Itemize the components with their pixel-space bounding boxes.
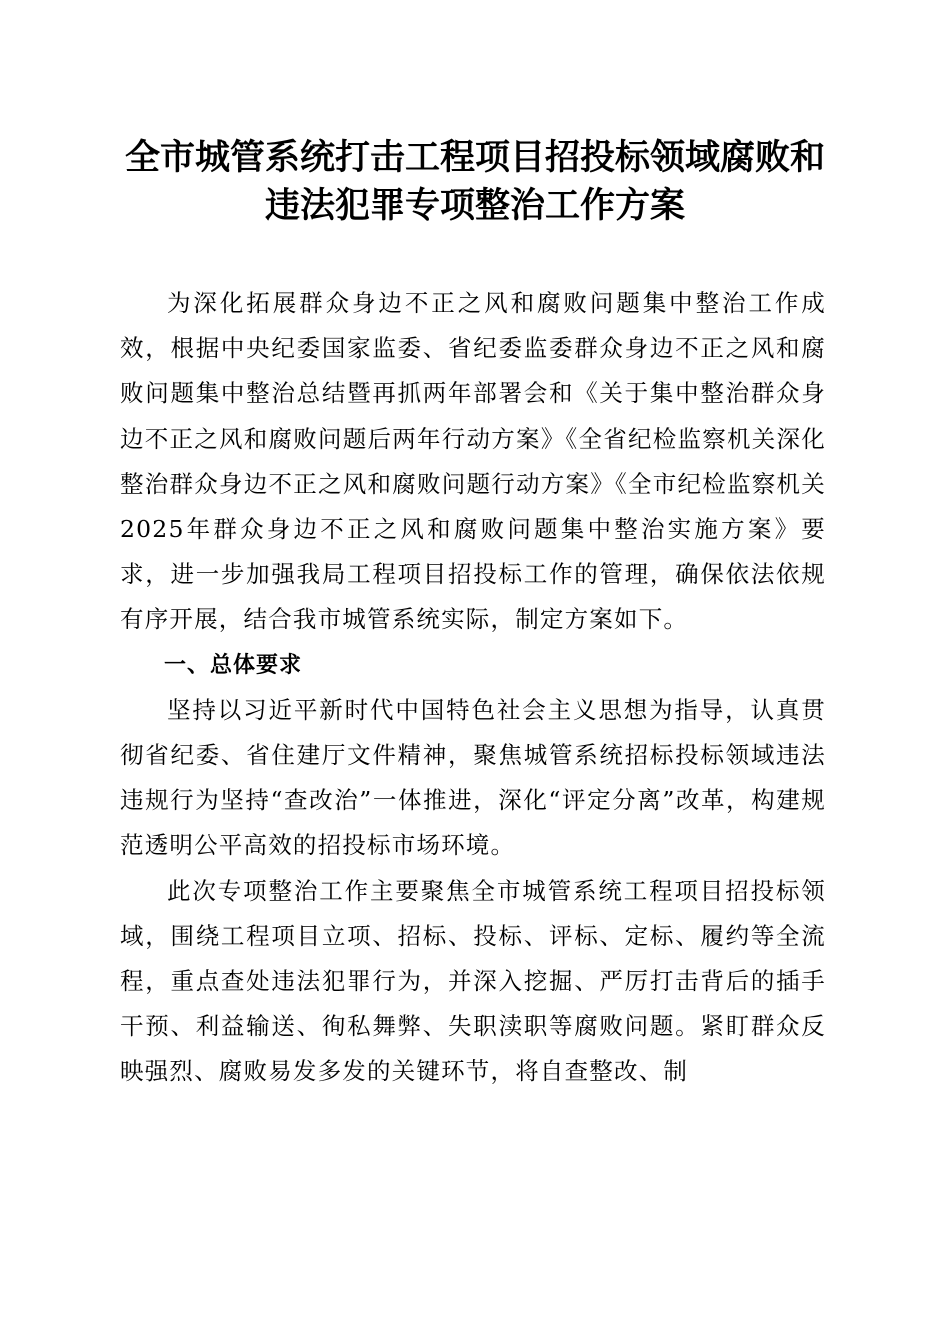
scope-paragraph: 此次专项整治工作主要聚焦全市城管系统工程项目招投标领域，围绕工程项目立项、招标、投标、评标、定标、履约等全流程，重点查处违法犯罪行为，并深入挖掘、严厉打击背后的插手干预、利益输送、徇私舞弊、失职渎职等腐败问题。紧盯群众反映强烈、腐败易发多发的关键环节，将自查整改、制 xyxy=(120,876,826,1086)
section-heading-overall-requirements: 一、总体要求 xyxy=(164,652,303,678)
document-title xyxy=(100,134,850,230)
title-line-2: 违法犯罪专项整治工作方案 xyxy=(264,185,685,226)
intro-paragraph: 为深化拓展群众身边不正之风和腐败问题集中整治工作成效，根据中央纪委国家监委、省纪委监委群众身边不正之风和腐败问题集中整治总结暨再抓两年部署会和《关于集中整治群众身边不正之风和腐败问题后两年行动方案》《全省纪检监察机关深化整治群众身边不正之风和腐败问题行动方案》《全市纪检监察机关2025年群众身边不正之风和腐败问题集中整治实施方案》要求，进一步加强我局工程项目招投标工作的管理，确保依法依规有序开展，结合我市城管系统实际，制定方案如下。 xyxy=(120,289,826,634)
guidance-paragraph: 坚持以习近平新时代中国特色社会主义思想为指导，认真贯彻省纪委、省住建厅文件精神，聚焦城管系统招标投标领域违法违规行为坚持“查改治”一体推进，深化“评定分离”改革，构建规范透明公平高效的招投标市场环境。 xyxy=(120,695,826,860)
document-body xyxy=(120,281,826,1095)
title-line-1: 全市城管系统打击工程项目招投标领域腐败和 xyxy=(124,137,825,178)
